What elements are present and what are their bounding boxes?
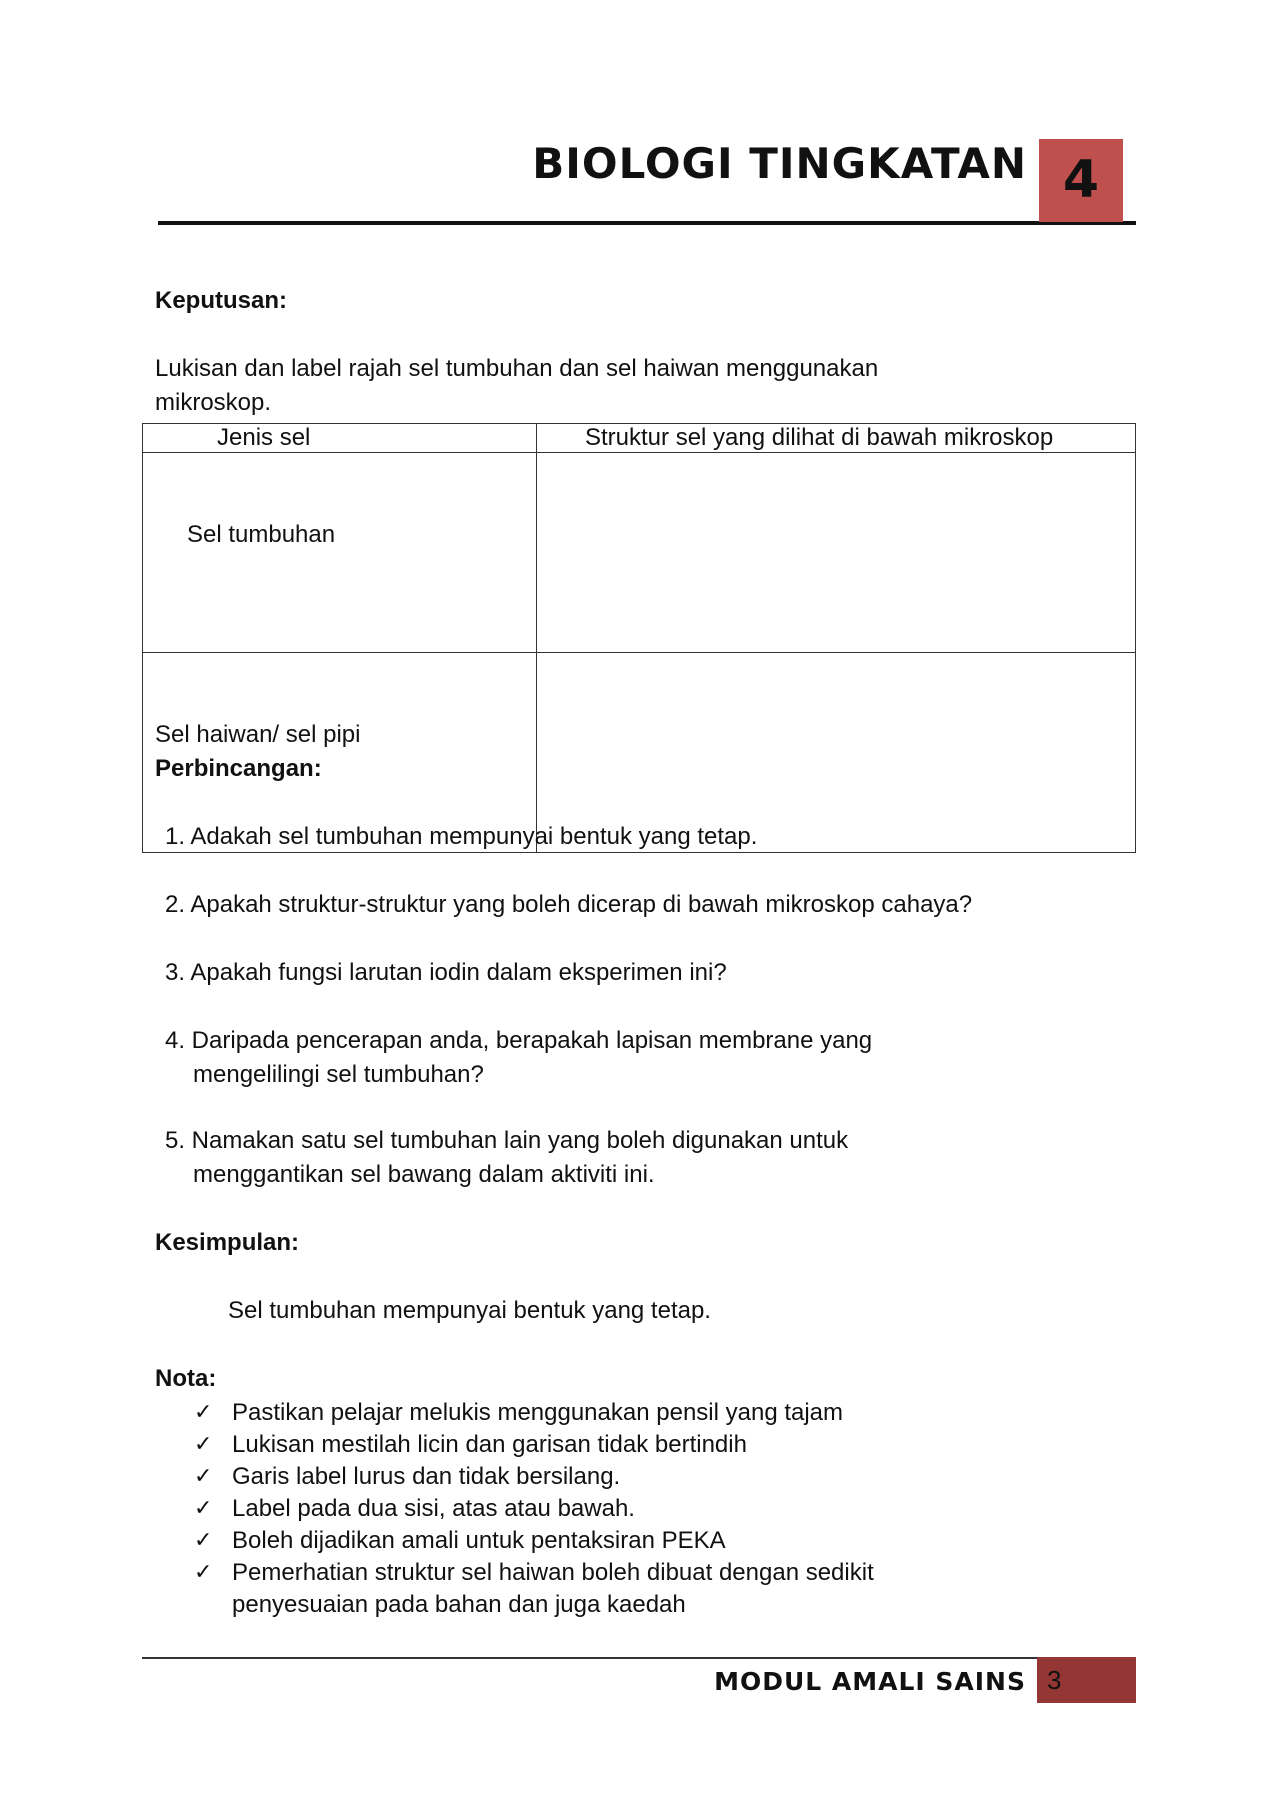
table-header-cell: Struktur sel yang dilihat di bawah mikroskop bbox=[537, 424, 1136, 453]
question-5-line2: menggantikan sel bawang dalam aktiviti ini. bbox=[193, 1161, 655, 1188]
checkmark-icon: ✓ bbox=[194, 1432, 213, 1457]
nota-item-continuation: penyesuaian pada bahan dan juga kaedah bbox=[232, 1591, 686, 1618]
nota-item: Label pada dua sisi, atas atau bawah. bbox=[232, 1495, 635, 1522]
kesimpulan-heading: Kesimpulan: bbox=[155, 1229, 300, 1256]
keputusan-heading: Keputusan: bbox=[155, 287, 287, 314]
nota-item: Garis label lurus dan tidak bersilang. bbox=[232, 1463, 621, 1490]
row-label-cell: Sel haiwan/ sel pipi bbox=[143, 653, 537, 853]
question-4-line1: 4. Daripada pencerapan anda, berapakah lapisan membrane yang bbox=[165, 1027, 873, 1054]
table-header-cell: Jenis sel bbox=[143, 424, 537, 453]
question-1: 1. Adakah sel tumbuhan mempunyai bentuk yang tetap. bbox=[165, 823, 758, 850]
footer-title: MODUL AMALI SAINS bbox=[714, 1667, 1026, 1696]
row-label-cell: Sel tumbuhan bbox=[143, 453, 537, 653]
keputusan-intro-line1: Lukisan dan label rajah sel tumbuhan dan sel haiwan menggunakan bbox=[155, 355, 879, 382]
drawing-cell bbox=[537, 453, 1136, 653]
question-5-line1: 5. Namakan satu sel tumbuhan lain yang boleh digunakan untuk bbox=[165, 1127, 849, 1154]
table-row bbox=[143, 453, 1136, 653]
checkmark-icon: ✓ bbox=[194, 1400, 213, 1425]
checkmark-icon: ✓ bbox=[194, 1464, 213, 1489]
nota-item: Pemerhatian struktur sel haiwan boleh dibuat dengan sedikit bbox=[232, 1559, 874, 1586]
perbincangan-heading: Perbincangan: bbox=[155, 755, 322, 782]
checkmark-icon: ✓ bbox=[194, 1496, 213, 1521]
page-header-title: BIOLOGI TINGKATAN bbox=[532, 139, 1027, 188]
cell-structure-table bbox=[142, 423, 1136, 853]
header-rule bbox=[158, 221, 1136, 225]
question-3: 3. Apakah fungsi larutan iodin dalam eksperimen ini? bbox=[165, 959, 727, 986]
table-header-row bbox=[143, 424, 1136, 453]
nota-item: Lukisan mestilah licin dan garisan tidak bertindih bbox=[232, 1431, 747, 1458]
nota-heading: Nota: bbox=[155, 1365, 217, 1392]
nota-item: Boleh dijadikan amali untuk pentaksiran PEKA bbox=[232, 1527, 726, 1554]
page-number: 3 bbox=[1037, 1657, 1136, 1703]
checkmark-icon: ✓ bbox=[194, 1560, 213, 1585]
kesimpulan-text: Sel tumbuhan mempunyai bentuk yang tetap. bbox=[228, 1297, 711, 1324]
checkmark-icon: ✓ bbox=[194, 1528, 213, 1553]
nota-item: Pastikan pelajar melukis menggunakan pensil yang tajam bbox=[232, 1399, 844, 1426]
grade-badge: 4 bbox=[1039, 139, 1123, 222]
question-4-line2: mengelilingi sel tumbuhan? bbox=[193, 1061, 484, 1088]
footer-rule bbox=[142, 1657, 1136, 1659]
question-2: 2. Apakah struktur-struktur yang boleh dicerap di bawah mikroskop cahaya? bbox=[165, 891, 973, 918]
keputusan-intro-line2: mikroskop. bbox=[155, 389, 272, 416]
